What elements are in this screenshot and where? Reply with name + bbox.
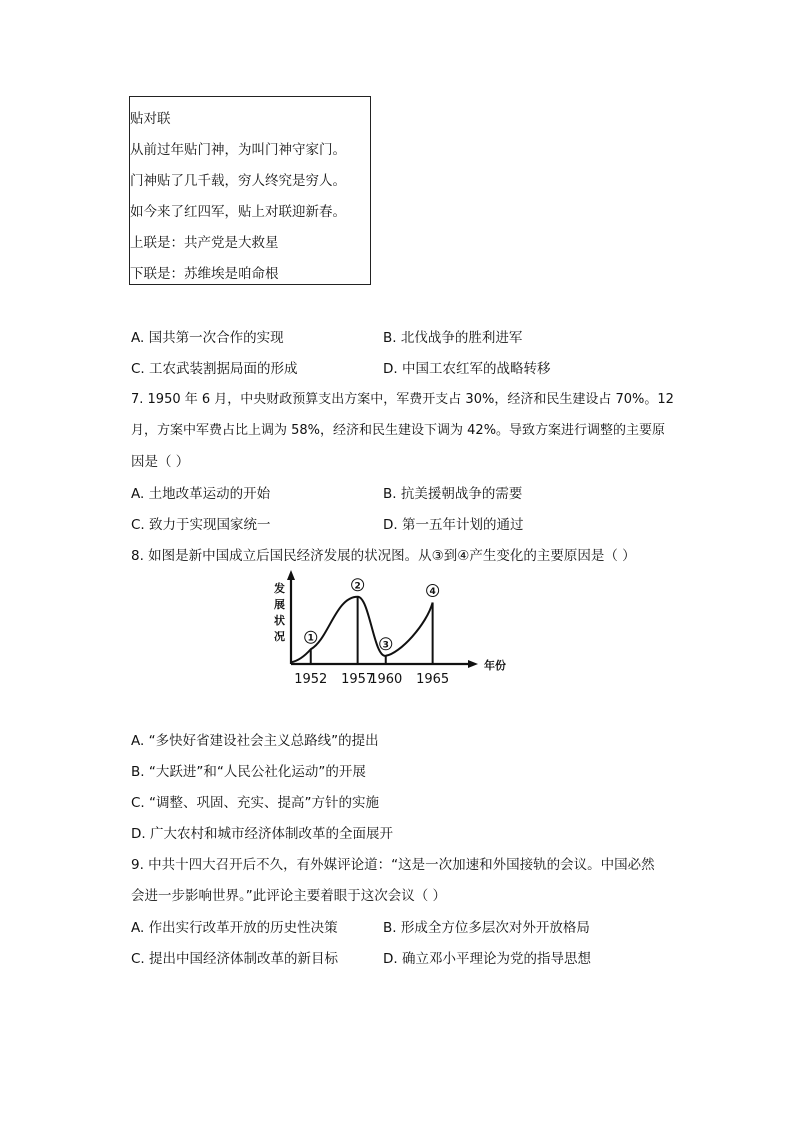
y-axis-label-char: 况: [274, 630, 285, 643]
q7-option-a: A. 土地改革运动的开始: [131, 486, 271, 502]
q6-option-a: A. 国共第一次合作的实现: [131, 330, 284, 346]
q6-option-b: B. 北伐战争的胜利进军: [383, 330, 523, 346]
x-tick-label-1965: 1965: [416, 672, 450, 687]
q7-stem-line-2: 月，方案中军费占比上调为 58%，经济和民生建设下调为 42%。导致方案进行调整的主要原: [131, 423, 666, 438]
point-label-2: 2: [354, 581, 361, 592]
poem-box: [129, 96, 371, 285]
q6-option-c: C. 工农武装割据局面的形成: [131, 361, 298, 377]
q7-stem-line-3: 因是（ ）: [131, 454, 190, 470]
q9-stem-line-2: 会进一步影响世界。”此评论主要着眼于这次会议（ ）: [131, 888, 447, 904]
x-tick-label-1960: 1960: [369, 672, 403, 687]
y-axis-arrow: [287, 570, 295, 580]
q9-stem-line-1: 9. 中共十四大召开后不久，有外媒评论道：“这是一次加速和外国接轨的会议。中国必然: [131, 857, 655, 873]
q8-option-a: A. “多快好省建设社会主义总路线”的提出: [131, 733, 379, 749]
q7-option-c: C. 致力于实现国家统一: [131, 517, 271, 533]
poem-line-3: 如今来了红四军，贴上对联迎新春。: [130, 204, 346, 220]
x-tick-label-1957: 1957: [341, 672, 375, 687]
q8-option-c: C. “调整、巩固、充实、提高”方针的实施: [131, 795, 379, 811]
x-axis-label: 年份: [484, 659, 506, 672]
economy-chart: [272, 568, 522, 690]
point-label-4: 4: [429, 587, 436, 597]
q9-option-b: B. 形成全方位多层次对外开放格局: [383, 920, 590, 936]
point-label-1: 1: [307, 633, 314, 644]
q9-option-d: D. 确立邓小平理论为党的指导思想: [383, 951, 591, 967]
y-axis-label-char: 发: [274, 582, 285, 595]
x-axis-arrow: [468, 660, 478, 668]
q7-option-b: B. 抗美援朝战争的需要: [383, 486, 523, 502]
poem-couplet-lower: 下联是：苏维埃是咱命根: [130, 266, 279, 282]
y-axis-label: [273, 581, 285, 643]
poem-line-1: 从前过年贴门神，为叫门神守家门。: [130, 142, 346, 158]
y-axis-label-char: 状: [274, 614, 285, 627]
x-tick-label-1952: 1952: [294, 672, 328, 687]
q9-option-a: A. 作出实行改革开放的历史性决策: [131, 920, 338, 936]
point-label-3: 3: [382, 640, 389, 651]
q8-option-d: D. 广大农村和城市经济体制改革的全面展开: [131, 826, 393, 842]
economy-curve: [291, 597, 433, 663]
q6-option-d: D. 中国工农红军的战略转移: [383, 361, 551, 377]
poem-title: 贴对联: [130, 111, 171, 127]
y-axis-label-char: 展: [274, 598, 285, 611]
q9-option-c: C. 提出中国经济体制改革的新目标: [131, 951, 339, 967]
poem-couplet-upper: 上联是：共产党是大救星: [130, 235, 279, 251]
q8-stem: 8. 如图是新中国成立后国民经济发展的状况图。从③到④产生变化的主要原因是（ ）: [131, 548, 636, 564]
q8-option-b: B. “大跃进”和“人民公社化运动”的开展: [131, 764, 366, 780]
poem-line-2: 门神贴了几千载，穷人终究是穷人。: [130, 173, 346, 189]
q7-option-d: D. 第一五年计划的通过: [383, 517, 524, 533]
q7-stem-line-1: 7. 1950 年 6 月，中央财政预算支出方案中，军费开支占 30%，经济和民生建设占 70%。12: [131, 392, 674, 407]
